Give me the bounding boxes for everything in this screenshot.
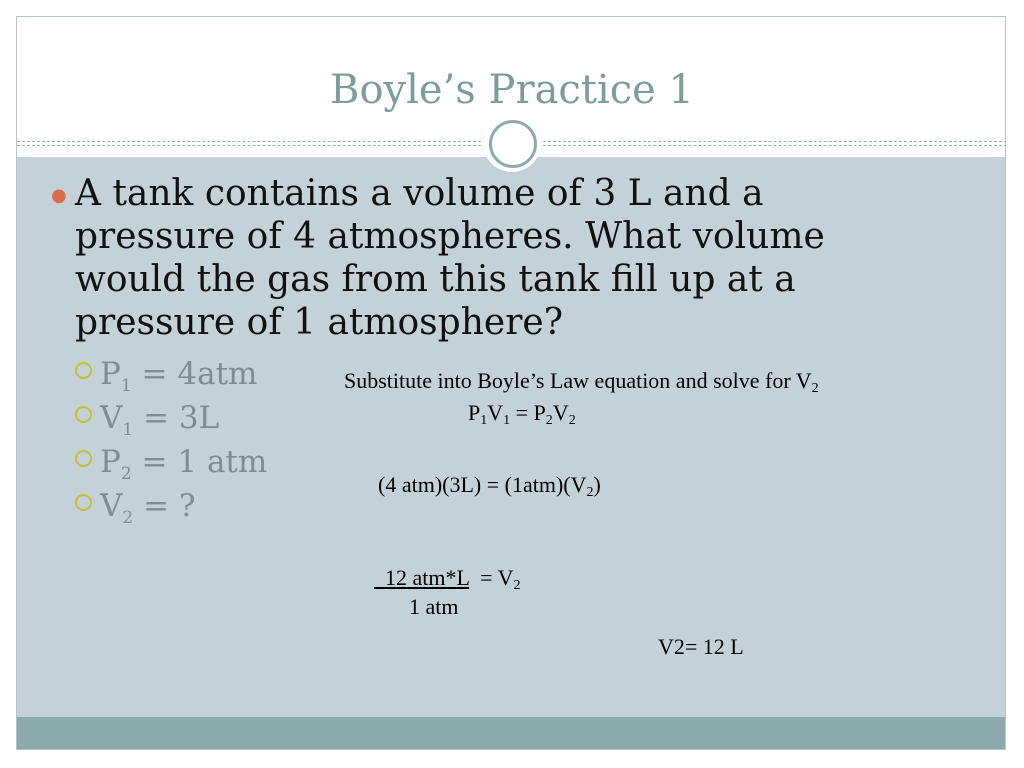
footer-band	[17, 717, 1006, 750]
given-v2: $V_2$ = ?	[75, 484, 267, 528]
hollow-circle-bullet-icon	[75, 406, 92, 423]
hollow-circle-bullet-icon	[75, 362, 92, 379]
slide-title: Boyle’s Practice 1	[330, 67, 694, 113]
hollow-circle-bullet-icon	[75, 494, 92, 511]
given-v1: $V_1 = 3L$	[75, 396, 267, 440]
hollow-circle-bullet-icon	[75, 450, 92, 467]
fraction-numerator: 12 atm*L	[374, 565, 470, 590]
bullet-dot-icon: ●	[51, 185, 67, 206]
boyles-law-equation: $P_1V_1 = P_2V_2$	[468, 400, 576, 428]
given-p1: $P_1 = 4atm$	[75, 352, 267, 396]
question-text: A tank contains a volume of 3 L and a pressure of 4 atmospheres. What volume would the gas from this tank fill up at a pressure of 1 atmosphere?	[75, 173, 825, 343]
substitution-line: (4 $atm)(3L) = (1atm)(V_2)$	[378, 472, 601, 500]
fraction-denominator: 1 atm	[409, 594, 459, 619]
ring-inner-icon	[489, 120, 537, 168]
givens-list	[75, 352, 267, 528]
slide-frame	[16, 16, 1006, 750]
work-instruction: Substitute into Boyle’s Law equation and solve for $V_2$	[344, 368, 819, 396]
given-p2: $P_2 = 1$ atm	[75, 440, 267, 484]
answer-text: V2= 12 L	[658, 634, 744, 659]
fraction-line: 12 $atm*L = V_2$	[374, 565, 521, 593]
